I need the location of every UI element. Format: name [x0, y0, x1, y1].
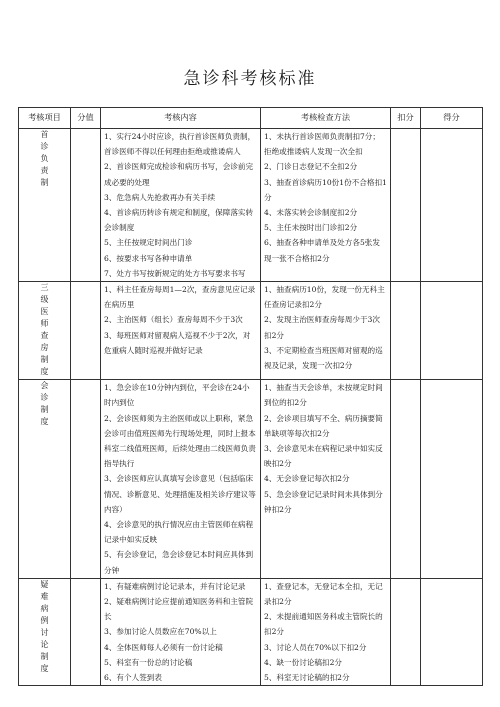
content-line: 3、会诊医师应认真填写会诊意见（包括临床情况、诊断意见、处理措施及相关诊疗建议等内容）	[104, 474, 256, 514]
row-deduct-cell	[391, 129, 421, 282]
header-content: 考核内容	[101, 108, 261, 129]
content-line: 3、每班医师对留观病人巡视不少于2次，对危重病人随时巡视并做好记录	[104, 330, 251, 355]
content-line: 4、全体医师每人必须有一份讨论稿	[104, 642, 223, 652]
row-method-cell	[261, 129, 391, 282]
row-score-cell	[71, 129, 101, 282]
row-content-cell	[101, 380, 261, 579]
row-item-cell	[19, 380, 71, 579]
method-line: 5、科室无讨论稿的扣2分	[264, 673, 350, 683]
content-line: 3、参加讨论人员数应在70%以上	[104, 627, 217, 637]
method-line: 6、抽查各种申请单及处方各5张发现一张不合格扣2分	[264, 238, 380, 263]
row-final-cell	[421, 129, 483, 282]
row-content-cell	[101, 129, 261, 282]
table-header-row	[19, 108, 483, 129]
method-line: 4、无会诊登记每次扣2分	[264, 474, 350, 484]
content-line: 5、主任按规定时间出门诊	[104, 238, 193, 248]
row-deduct-cell	[391, 380, 421, 579]
content-line: 1、急会诊在10分钟内到位，平会诊在24小时内到位	[104, 383, 250, 408]
row-item-label: 疑难病例讨论制度	[40, 579, 49, 673]
table-row	[19, 578, 483, 685]
row-content-cell	[101, 282, 261, 380]
method-line: 4、未落实转会诊制度扣2分	[264, 208, 358, 218]
content-line: 2、疑难病例讨论应提前通知医务科和主管院长	[104, 597, 254, 622]
row-score-cell	[71, 282, 101, 380]
method-line: 1、抽查当天会诊单，未按规定时间到位的扣2分	[264, 383, 383, 408]
content-line: 4、会诊意见的执行情况应由主管医师在病程记录中如实反映	[104, 520, 254, 545]
content-line: 1、实行24小时应诊，执行首诊医师负责制，首诊医师不得以任何理由拒绝或推诿病人	[104, 132, 256, 157]
method-line: 3、讨论人员在70%以下扣2分	[264, 642, 367, 652]
table-row	[19, 380, 483, 579]
content-line: 3、危急病人先抢救再办有关手续	[104, 192, 216, 202]
content-line: 6、按要求书写各种申请单	[104, 253, 193, 263]
row-item-cell	[19, 129, 71, 282]
method-line: 3、抽查首诊病历10份1份不合格扣1分	[264, 177, 387, 202]
row-item-label: 会诊制度	[40, 381, 49, 427]
method-line: 2、发现主治医师查房每周少于3次扣2分	[264, 315, 380, 340]
row-method-cell	[261, 578, 391, 685]
content-line: 2、会诊医师须为主治医师或以上职称，紧急会诊可由值班医师先行现场处理，同时上报本科室二线值班医师，后续处理由二线医师负责指导执行	[104, 413, 256, 469]
content-line: 5、科室有一份总的讨论稿	[104, 657, 193, 667]
row-item-label: 三级医师查房制度	[40, 283, 49, 377]
method-line: 4、缺一份讨论稿扣2分	[264, 657, 343, 667]
row-item-label: 首诊负责制	[40, 130, 49, 187]
method-line: 1、查登记本，无登记本全扣，无记录扣2分	[264, 581, 383, 607]
method-line: 1、未执行首诊医师负责制扣7分；拒绝或推诿病人发现一次全扣	[264, 132, 380, 157]
header-method: 考核检查方法	[261, 108, 391, 129]
row-score-cell	[71, 380, 101, 579]
content-line: 1、有疑难病例讨论记录本，并有讨论记录	[104, 581, 246, 591]
method-line: 5、主任未按时出门诊扣2分	[264, 223, 358, 233]
table-row	[19, 282, 483, 380]
content-line: 7、处方书写按新规定的处方书写要求书写	[104, 268, 246, 278]
content-line: 5、有会诊登记，急会诊登记本时间应具体到分钟	[104, 550, 254, 575]
header-deduct: 扣分	[391, 108, 421, 129]
row-deduct-cell	[391, 578, 421, 685]
method-line: 3、不定期检查当班医师对留观的巡视及记录，发现一次扣2分	[264, 345, 383, 371]
row-method-cell	[261, 380, 391, 579]
content-line: 4、首诊病历转诊有规定和制度，保障落实转会诊制度	[104, 208, 254, 233]
method-line: 2、未提前通知医务科或主管院长的扣2分	[264, 612, 383, 637]
content-line: 2、主治医师（组长）查房每周不少于3次	[104, 315, 243, 325]
header-item: 考核项目	[19, 108, 71, 129]
method-line: 2、门诊日志登记不全扣2分	[264, 162, 358, 172]
content-line: 6、有个人签到表	[104, 673, 162, 683]
header-final: 得分	[421, 108, 483, 129]
method-line: 5、急会诊登记记录时间未具体到分钟扣2分	[264, 489, 383, 514]
row-item-cell	[19, 282, 71, 380]
document-title: 急诊科考核标准	[183, 69, 317, 89]
assessment-table	[18, 107, 483, 686]
content-line: 2、首诊医师完成检诊和病历书写，会诊前完成必要的处理	[104, 162, 254, 187]
header-score: 分值	[71, 108, 101, 129]
table-row	[19, 129, 483, 282]
row-deduct-cell	[391, 282, 421, 380]
row-content-cell	[101, 578, 261, 685]
method-line: 3、会诊意见未在病程记录中如实反映扣2分	[264, 444, 383, 469]
row-final-cell	[421, 578, 483, 685]
row-item-cell	[19, 578, 71, 685]
row-score-cell	[71, 578, 101, 685]
content-line: 1、科主任查房每周1—2次，查房意见应记录在病历里	[104, 285, 256, 310]
method-line: 1、抽查病历10份，发现一份无科主任查房记录扣2分	[264, 285, 385, 310]
row-final-cell	[421, 380, 483, 579]
method-line: 2、会诊项目填写不全、病历摘要简单缺项等每次扣2分	[264, 413, 383, 438]
row-final-cell	[421, 282, 483, 380]
row-method-cell	[261, 282, 391, 380]
